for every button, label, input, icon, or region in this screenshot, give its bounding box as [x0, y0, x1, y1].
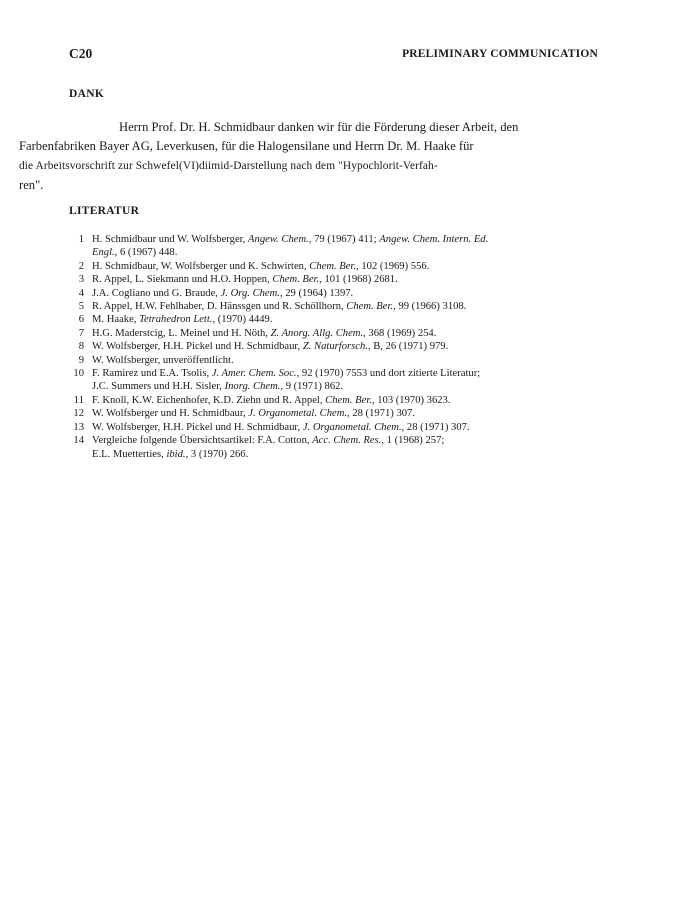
reference-item: [64, 273, 624, 286]
ack-line: Herrn Prof. Dr. H. Schmidbaur danken wir für die Förderung dieser Arbeit, den: [119, 120, 519, 134]
reference-item: [64, 300, 624, 313]
reference-segment: W. Wolfsberger und H. Schmidbaur,: [92, 408, 249, 420]
reference-item: [64, 421, 624, 434]
reference-segment: H.G. Maderstcig, L. Meinel und H. Nöth,: [92, 327, 271, 339]
reference-line: [92, 421, 624, 434]
reference-line: [92, 354, 624, 367]
reference-text: [92, 260, 624, 273]
journal-name: ibid.: [166, 448, 186, 460]
reference-item: [64, 233, 624, 260]
acknowledgement-paragraph: [19, 118, 611, 195]
reference-text: [92, 300, 624, 313]
reference-segment: F. Knoll, K.W. Eichenhofer, K.D. Ziehn und R. Appel,: [92, 394, 326, 406]
reference-segment: , (1970) 4449.: [212, 314, 273, 326]
ack-line: die Arbeitsvorschrift zur Schwefel(VI)diimid-Darstellung nach dem "Hypochlorit-Verfah-: [19, 160, 438, 172]
reference-text: [92, 273, 624, 286]
reference-segment: , 3 (1970) 266.: [185, 448, 249, 460]
reference-text: [92, 233, 624, 260]
reference-number: 11: [73, 394, 84, 406]
reference-line: [92, 300, 624, 313]
reference-item: [64, 260, 624, 273]
journal-name: J. Organometal. Chem.: [248, 408, 348, 420]
reference-number: 1: [78, 234, 84, 245]
reference-number: 10: [73, 368, 84, 380]
reference-line: [92, 287, 624, 300]
reference-line: [92, 367, 624, 380]
journal-name: Z. Anorg. Allg. Chem.: [270, 327, 364, 339]
reference-number: 6: [78, 314, 84, 326]
reference-line: [92, 260, 624, 273]
reference-segment: , 6 (1967) 448.: [114, 247, 178, 259]
reference-line: [92, 434, 624, 447]
reference-line: [92, 394, 624, 407]
reference-text: [92, 327, 624, 340]
running-head: PRELIMINARY COMMUNICATION: [402, 48, 598, 60]
reference-item: [64, 340, 624, 353]
journal-name: Angew. Chem.: [248, 234, 309, 245]
reference-number: 12: [73, 408, 84, 420]
reference-number: 8: [78, 341, 84, 353]
reference-number: 2: [78, 260, 84, 272]
reference-segment: , 9 (1971) 862.: [280, 381, 344, 393]
reference-line: [92, 246, 624, 259]
reference-segment: , 29 (1964) 1397.: [279, 287, 354, 299]
reference-segment: , 103 (1970) 3623.: [371, 394, 451, 406]
journal-name: Chem. Ber.: [325, 394, 372, 406]
reference-segment: R. Appel, L. Siekmann und H.O. Hoppen,: [92, 274, 273, 286]
literature-heading: LITERATUR: [69, 205, 140, 217]
reference-segment: E.L. Muetterties,: [92, 448, 167, 460]
reference-segment: W. Wolfsberger, H.H. Pickel und H. Schmidbaur,: [92, 341, 303, 353]
journal-name: Acc. Chem. Res.: [312, 435, 382, 447]
reference-item: [64, 434, 624, 461]
reference-segment: F. Ramirez und E.A. Tsolis,: [92, 368, 212, 380]
journal-name: Engl.: [92, 247, 115, 259]
journal-name: Angew. Chem. Intern. Ed.: [379, 234, 489, 245]
reference-line: [92, 448, 624, 461]
reference-segment: R. Appel, H.W. Fehlhaber, D. Hänssgen und R. Schöllhorn,: [92, 301, 347, 313]
reference-segment: , 79 (1967) 411;: [308, 234, 380, 245]
page-number: C20: [69, 46, 93, 61]
reference-segment: J.C. Summers und H.H. Sisler,: [92, 381, 225, 393]
reference-line: [92, 380, 624, 393]
reference-number: 9: [78, 354, 84, 366]
reference-line: [92, 313, 624, 326]
reference-segment: , 1 (1968) 257;: [381, 435, 445, 447]
reference-segment: , B, 26 (1971) 979.: [367, 341, 449, 353]
reference-segment: , 102 (1969) 556.: [356, 260, 430, 272]
reference-item: [64, 367, 624, 394]
reference-line: [92, 327, 624, 340]
journal-name: J. Amer. Chem. Soc.: [211, 368, 297, 380]
journal-name: Chem. Ber.: [272, 274, 320, 286]
reference-item: [64, 407, 624, 420]
journal-name: Chem. Ber.: [346, 301, 394, 313]
reference-line: [92, 273, 624, 286]
reference-text: [92, 340, 624, 353]
reference-item: [64, 287, 624, 300]
reference-number: 7: [78, 327, 84, 339]
reference-list: [64, 233, 624, 461]
journal-name: J. Org. Chem.: [220, 287, 280, 299]
reference-item: [64, 394, 624, 407]
reference-line: [92, 340, 624, 353]
reference-line: [92, 407, 624, 420]
journal-name: Z. Naturforsch.: [302, 341, 368, 353]
reference-text: [92, 287, 624, 300]
acknowledgement-body: [19, 118, 611, 195]
reference-text: [92, 434, 624, 461]
reference-number: 5: [78, 301, 84, 313]
journal-name: Tetrahedron Lett.: [139, 314, 213, 326]
journal-name: Inorg. Chem.: [224, 381, 281, 393]
reference-item: [64, 354, 624, 367]
reference-segment: H. Schmidbaur und W. Wolfsberger,: [92, 234, 249, 245]
reference-segment: , 28 (1971) 307.: [347, 408, 415, 420]
reference-number: 4: [78, 287, 84, 299]
reference-segment: , 28 (1971) 307.: [401, 421, 470, 433]
journal-name: J. Organometal. Chem.: [302, 421, 402, 433]
acknowledgement-heading: DANK: [69, 88, 105, 100]
ack-line: ren".: [19, 178, 44, 192]
reference-text: [92, 407, 624, 420]
reference-number: 13: [73, 421, 84, 433]
reference-segment: , 99 (1966) 3108.: [393, 301, 467, 313]
journal-name: Chem. Ber.: [309, 260, 357, 272]
reference-number: 3: [78, 274, 84, 286]
reference-segment: H. Schmidbaur, W. Wolfsberger und K. Schwirten,: [92, 260, 310, 272]
reference-text: [92, 367, 624, 394]
reference-number: 14: [73, 435, 84, 447]
reference-segment: W. Wolfsberger, H.H. Pickel und H. Schmidbaur,: [92, 421, 303, 433]
reference-item: [64, 313, 624, 326]
reference-segment: , 92 (1970) 7553 und dort zitierte Literatur;: [296, 368, 481, 380]
reference-segment: W. Wolfsberger, unveröffentlicht.: [92, 354, 234, 366]
reference-segment: Vergleiche folgende Übersichtsartikel: F.A. Cotton,: [92, 435, 313, 447]
reference-segment: M. Haake,: [92, 314, 140, 326]
reference-text: [92, 354, 624, 367]
reference-segment: , 368 (1969) 254.: [363, 327, 437, 339]
reference-text: [92, 313, 624, 326]
reference-segment: J.A. Cogliano und G. Braude,: [92, 287, 221, 299]
reference-text: [92, 394, 624, 407]
reference-line: [92, 233, 624, 246]
reference-text: [92, 421, 624, 434]
reference-item: [64, 327, 624, 340]
reference-segment: , 101 (1968) 2681.: [319, 274, 398, 286]
ack-line: Farbenfabriken Bayer AG, Leverkusen, für die Halogensilane und Herrn Dr. M. Haake für: [19, 139, 474, 153]
